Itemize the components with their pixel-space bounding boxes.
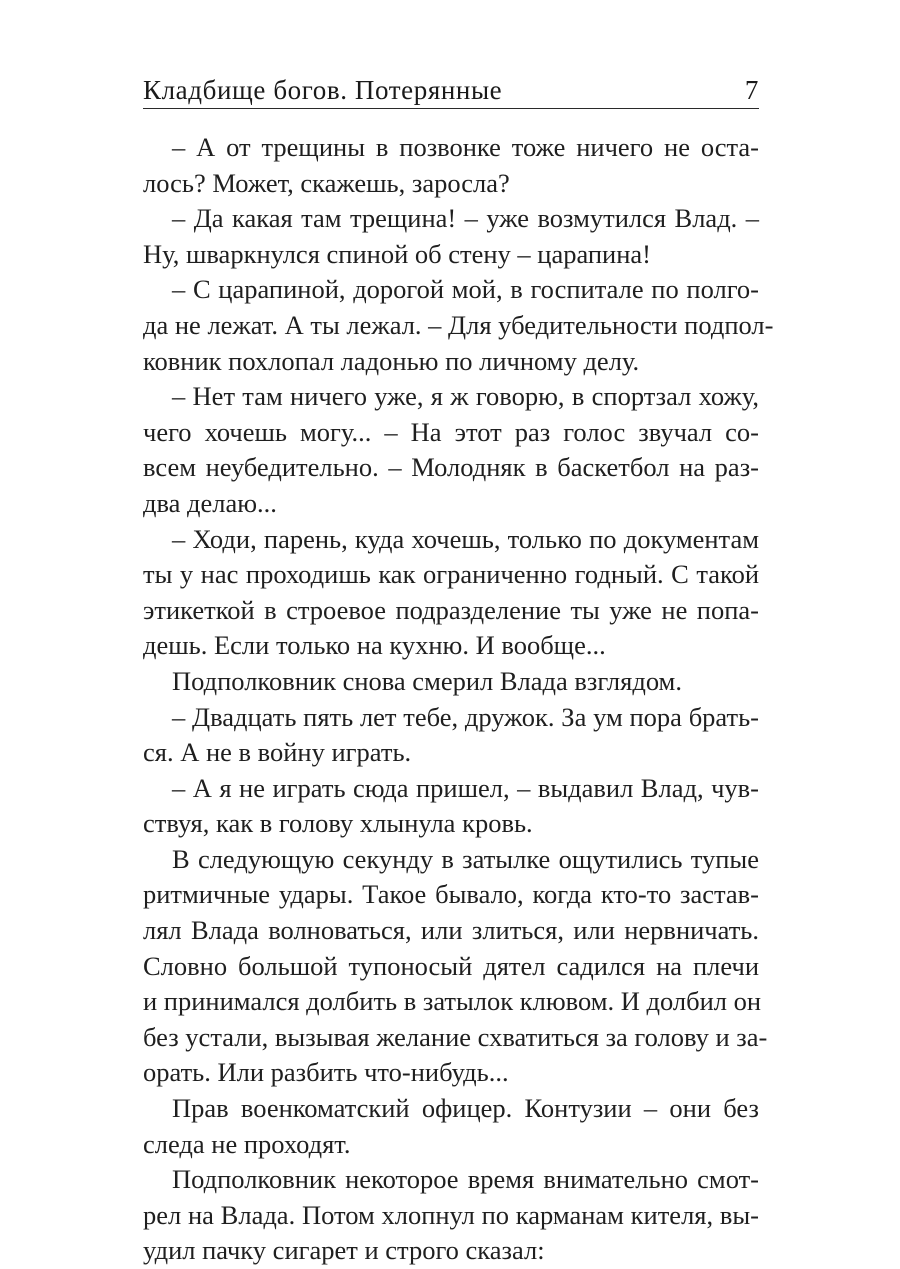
paragraph bbox=[143, 1162, 759, 1269]
text-line: следа не проходят. bbox=[143, 1128, 351, 1159]
text-line: без устали, вызывая желание схватиться за голову и за- bbox=[143, 1021, 768, 1052]
text-line: ты у нас проходишь как ограниченно годный. С такой bbox=[143, 559, 759, 590]
text-line: два делаю... bbox=[143, 487, 277, 518]
paragraph bbox=[143, 700, 759, 771]
text-line: – С царапиной, дорогой мой, в госпитале по полго- bbox=[172, 274, 759, 305]
text-line: Подполковник снова смерил Влада взглядом. bbox=[172, 665, 682, 696]
text-line: удил пачку сигарет и строго сказал: bbox=[143, 1235, 545, 1266]
text-line: лось? Может, скажешь, заросла? bbox=[143, 167, 510, 198]
paragraph bbox=[143, 130, 759, 201]
text-line: – Да какая там трещина! – уже возмутился Влад. – bbox=[172, 203, 759, 234]
paragraph bbox=[143, 272, 774, 379]
text-line: – Ходи, парень, куда хочешь, только по документам bbox=[172, 523, 759, 554]
text-line: Прав военкоматский офицер. Контузии – они без bbox=[172, 1093, 759, 1124]
text-line: Подполковник некоторое время внимательно смот- bbox=[172, 1164, 759, 1195]
paragraph bbox=[143, 842, 768, 1091]
text-line: рел на Влада. Потом хлопнул по карманам кителя, вы- bbox=[143, 1199, 759, 1230]
text-line: ся. А не в войну играть. bbox=[143, 737, 412, 768]
paragraph bbox=[143, 522, 759, 664]
running-head bbox=[143, 68, 759, 106]
text-line: чего хочешь могу... – На этот раз голос звучал со- bbox=[143, 416, 759, 447]
text-line: лял Влада волноваться, или злиться, или нервничать. bbox=[143, 915, 759, 946]
text-line: и принимался долбить в затылок клювом. И долбил он bbox=[143, 986, 762, 1017]
paragraph bbox=[143, 771, 759, 842]
running-head-title: Кладбище богов. Потерянные bbox=[143, 75, 503, 105]
paragraph bbox=[143, 1091, 759, 1162]
text-line: ствуя, как в голову хлынула кровь. bbox=[143, 808, 533, 839]
text-line: ритмичные удары. Такое бывало, когда кто-то застав- bbox=[143, 879, 759, 910]
text-body bbox=[143, 130, 774, 1269]
text-line: да не лежат. А ты лежал. – Для убедительности подпол- bbox=[143, 309, 774, 340]
paragraph bbox=[143, 379, 759, 521]
text-line: дешь. Если только на кухню. И вообще... bbox=[143, 630, 606, 661]
text-line: – Двадцать пять лет тебе, дружок. За ум пора брать- bbox=[172, 701, 759, 732]
text-line: В следующую секунду в затылке ощутились тупые bbox=[172, 843, 759, 874]
paragraph bbox=[143, 201, 759, 272]
paragraph bbox=[143, 664, 759, 700]
text-line: ковник похлопал ладонью по личному делу. bbox=[143, 345, 640, 376]
text-line: этикеткой в строевое подразделение ты уже не попа- bbox=[143, 594, 759, 625]
text-line: орать. Или разбить что-нибудь... bbox=[143, 1057, 509, 1088]
text-line: Словно большой тупоносый дятел садился на плечи bbox=[143, 950, 759, 981]
text-line: Ну, шваркнулся спиной об стену – царапина! bbox=[143, 238, 652, 269]
text-line: – А я не играть сюда пришел, – выдавил Влад, чув- bbox=[172, 772, 759, 803]
page-number: 7 bbox=[744, 75, 759, 105]
text-line: – Нет там ничего уже, я ж говорю, в спортзал хожу, bbox=[172, 381, 759, 412]
header-rule bbox=[143, 108, 759, 109]
text-line: – А от трещины в позвонке тоже ничего не оста- bbox=[172, 132, 759, 162]
text-line: всем неубедительно. – Молодняк в баскетбол на раз- bbox=[143, 452, 759, 483]
